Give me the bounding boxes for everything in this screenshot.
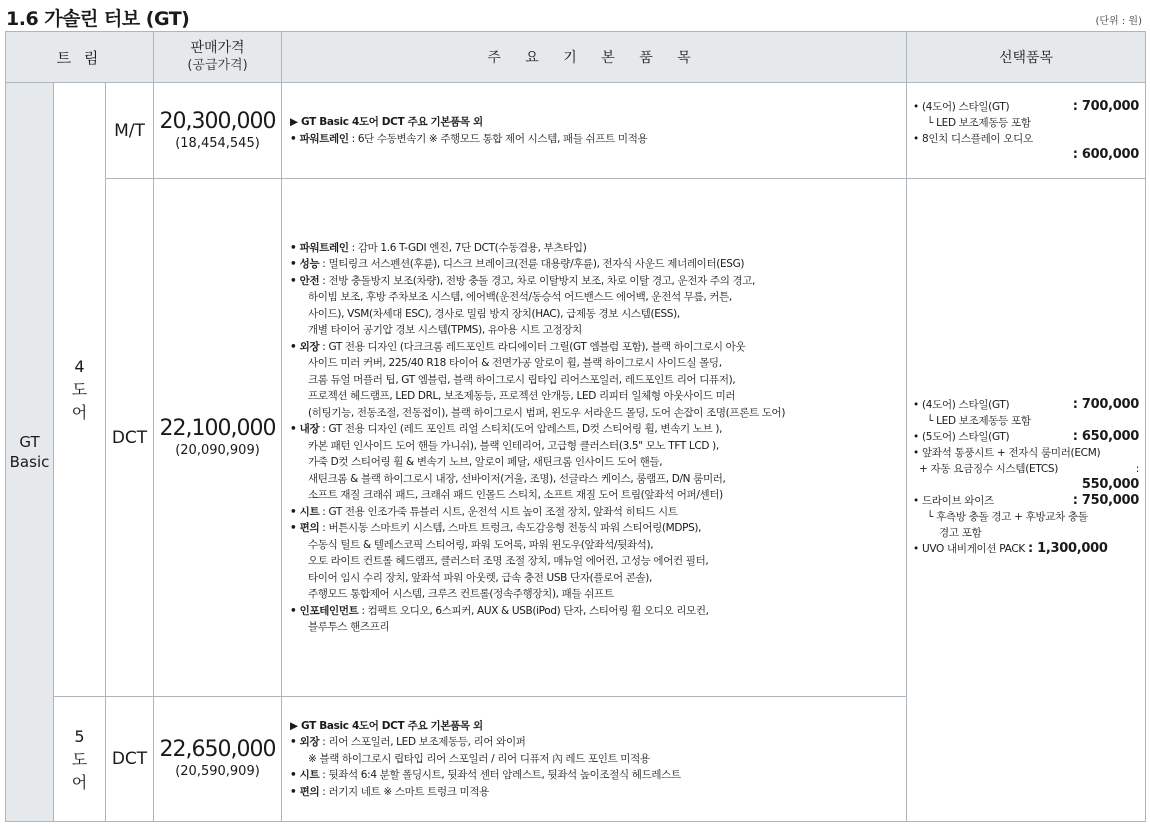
header-price — [154, 32, 282, 83]
list-item: 오토 라이트 컨트롤 헤드램프, 클러스터 조명 조절 장치, 매뉴얼 에어컨, 고성능 에어컨 필터, — [308, 555, 709, 567]
list-item: ※ 블랙 하이그로시 립타입 리어 스포일러 / 리어 디퓨저 內 레드 포인트 미적용 — [308, 752, 650, 765]
list-item: • 내장 : GT 전용 디자인 (레드 포인트 리얼 스티치(도어 암레스트, D컷 스티어링 휠, 변속기 노브 ), — [290, 423, 723, 435]
price-mt-cell — [154, 83, 282, 179]
header-main-items: 주 요 기 본 품 목 — [282, 32, 907, 83]
list-item: • 외장 : GT 전용 디자인 (다크크롬 레드포인트 라디에이터 그릴(GT 엠블럼 포함), 블랙 하이그로시 아웃 — [290, 340, 746, 353]
option-item: • 앞좌석 통풍시트 + 전자식 룸미러(ECM) — [913, 447, 1101, 459]
supply-price-dct-4door: (20,090,909) — [175, 442, 260, 458]
list-item: 가죽 D컷 스티어링 휠 & 변속기 노브, 알로이 페달, 새틴크롬 인사이드 도어 핸들, — [308, 456, 663, 468]
door-4-label: 4도어 — [71, 357, 88, 422]
door-4-cell — [54, 83, 106, 697]
options-mt — [907, 83, 1146, 179]
header-trim: 트 림 — [6, 32, 154, 83]
list-item: 블루투스 핸즈프리 — [308, 621, 390, 633]
list-item: 사이드), VSM(차세대 ESC), 경사로 밀림 방지 장치(HAC), 급제동 경보 시스템(ESS), — [308, 307, 680, 320]
list-item: • 성능 : 멀티링크 서스펜션(후륜), 디스크 브레이크(전륜 대용량/후륜), 전자식 사운드 제너레이터(ESG) — [290, 258, 745, 270]
option-note: └ LED 보조제동등 포함 — [927, 116, 1031, 129]
trans-dct-4door: DCT — [106, 179, 154, 697]
option-item-cont: + 자동 요금징수 시스템(ETCS) : — [919, 463, 1140, 475]
price-dct-5door-cell — [154, 697, 282, 822]
list-item: 타이어 임시 수리 장치, 앞좌석 파워 아웃렛, 급속 충전 USB 단자(플로어 콘솔), — [308, 571, 653, 584]
list-item: 소프트 재질 크래쉬 패드, 크래쉬 패드 인몰드 스티치, 소프트 재질 도어 트림(앞좌석 어퍼/센터) — [308, 489, 723, 501]
list-item: 사이드 미러 커버, 225/40 R18 타이어 & 전면가공 알로이 휠, 블랙 하이그로시 사이드실 몰딩, — [308, 357, 722, 369]
list-item: • 시트 : GT 전용 인조가죽 튜블러 시트, 운전석 시트 높이 조절 장치, 앞좌석 히티드 시트 — [290, 505, 678, 518]
table-header-row — [6, 32, 1146, 83]
items-mt — [282, 83, 907, 179]
list-item: • 편의 : 버튼시동 스마트키 시스템, 스마트 트렁크, 속도감응형 전동식 파워 스티어링(MDPS), — [290, 522, 702, 534]
table-row-mt — [6, 83, 1146, 179]
items-dct-4door — [282, 179, 907, 697]
trans-dct-5door: DCT — [106, 697, 154, 822]
option-price: : 600,000 — [1072, 146, 1140, 162]
options-dct — [907, 179, 1146, 822]
trans-mt: M/T — [106, 83, 154, 179]
unit-label: (단위 : 원) — [1095, 16, 1142, 27]
list-item: • 안전 : 전방 충돌방지 보조(차량), 전방 충돌 경고, 차로 이탈방지 보조, 차로 이탈 경고, 운전자 주의 경고, — [290, 274, 756, 287]
list-item: • 인포테인먼트 : 컴팩트 오디오, 6스피커, AUX & USB(iPod) 단자, 스티어링 휠 오디오 리모컨, — [290, 604, 709, 617]
trim-name-cell — [6, 83, 54, 822]
price-mt: 20,300,000 — [159, 108, 276, 134]
price-dct-5door: 22,650,000 — [159, 737, 276, 762]
option-note: 경고 포함 — [939, 527, 982, 539]
list-item: 새틴크롬 & 블랙 하이그로시 내장, 선바이저(거울, 조명), 선글라스 케이스, 룸램프, D/N 룸미러, — [308, 472, 726, 485]
list-item: (히팅기능, 전동조절, 전동접이), 블랙 하이그로시 범퍼, 윈도우 서라운드 몰딩, 도어 손잡이 조명(프론트 도어) — [308, 406, 786, 419]
items-dct-5door — [282, 697, 907, 822]
header-options: 선택품목 — [907, 32, 1146, 83]
header-price-main: 판매가격 — [190, 40, 245, 56]
price-table — [5, 31, 1146, 822]
list-item: • 파워트레인 : 감마 1.6 T-GDI 엔진, 7단 DCT(수동겸용, 부츠타입) — [290, 241, 587, 254]
door-5-cell — [54, 697, 106, 822]
option-price: 550,000 — [1081, 477, 1140, 492]
trim-name: GT Basic — [9, 433, 50, 471]
list-item: • 외장 : 리어 스포일러, LED 보조제동등, 리어 와이퍼 — [290, 736, 526, 749]
option-item: • (4도어) 스타일(GT) : 700,000 — [913, 397, 1140, 412]
list-item: 개별 타이어 공기압 경보 시스템(TPMS), 유아용 시트 고정장치 — [308, 324, 582, 336]
list-item: 수동식 틸트 & 텔레스코픽 스티어링, 파워 도어록, 파워 윈도우(앞좌석/뒷좌석), — [308, 538, 654, 551]
list-item: 크롬 듀얼 머플러 팁, GT 엠블럼, 블랙 하이그로시 립타입 리어스포일러, 레드포인트 리어 디퓨저), — [308, 373, 736, 386]
option-item: • 드라이브 와이즈 : 750,000 — [913, 493, 1140, 508]
price-dct-4door: 22,100,000 — [159, 415, 276, 441]
list-item: • 파워트레인 : 6단 수동변속기 ※ 주행모드 통합 제어 시스템, 패들 쉬프트 미적용 — [290, 132, 648, 145]
door-5-label: 5도어 — [71, 726, 88, 792]
table-row-dct-4door — [6, 179, 1146, 697]
option-item: • 8인치 디스플레이 오디오 — [913, 132, 1033, 145]
list-item: 하이빔 보조, 후방 주차보조 시스템, 에어백(운전석/동승석 어드밴스드 에어백, 운전석 무릎, 커튼, — [308, 291, 732, 303]
supply-price-dct-5door: (20,590,909) — [175, 764, 260, 779]
list-item: ▶ GT Basic 4도어 DCT 주요 기본품목 외 — [290, 116, 483, 128]
price-dct-4door-cell — [154, 179, 282, 697]
list-item: 카본 패턴 인사이드 도어 핸들 가니쉬), 블랙 인테리어, 고급형 클러스터(3.5" 모노 TFT LCD ), — [308, 439, 719, 452]
option-note: └ 후측방 충돌 경고 + 후방교차 충돌 — [927, 511, 1088, 523]
list-item: 프로젝션 헤드램프, LED DRL, 보조제동등, 프로젝션 안개등, LED 리피터 일체형 아웃사이드 미러 — [308, 390, 736, 402]
list-item: • 시트 : 뒷좌석 6:4 분할 폴딩시트, 뒷좌석 센터 암레스트, 뒷좌석 높이조절식 헤드레스트 — [290, 769, 681, 782]
supply-price-mt: (18,454,545) — [175, 135, 260, 151]
option-item: • UVO 내비게이션 PACK : 1,300,000 — [913, 541, 1108, 556]
option-item: • (4도어) 스타일(GT) : 700,000 — [913, 98, 1140, 114]
option-note: └ LED 보조제동등 포함 — [927, 415, 1031, 427]
page-title: 1.6 가솔린 터보 (GT) — [6, 8, 190, 30]
option-item: • (5도어) 스타일(GT) : 650,000 — [913, 429, 1140, 444]
list-item: • 편의 : 러기지 네트 ※ 스마트 트렁크 미적용 — [290, 785, 489, 798]
header-price-sub: (공급가격) — [187, 58, 248, 73]
list-item: 주행모드 통합제어 시스템, 크루즈 컨트롤(정속주행장치), 패들 쉬프트 — [308, 588, 614, 600]
list-item: ▶ GT Basic 4도어 DCT 주요 기본품목 외 — [290, 719, 483, 732]
